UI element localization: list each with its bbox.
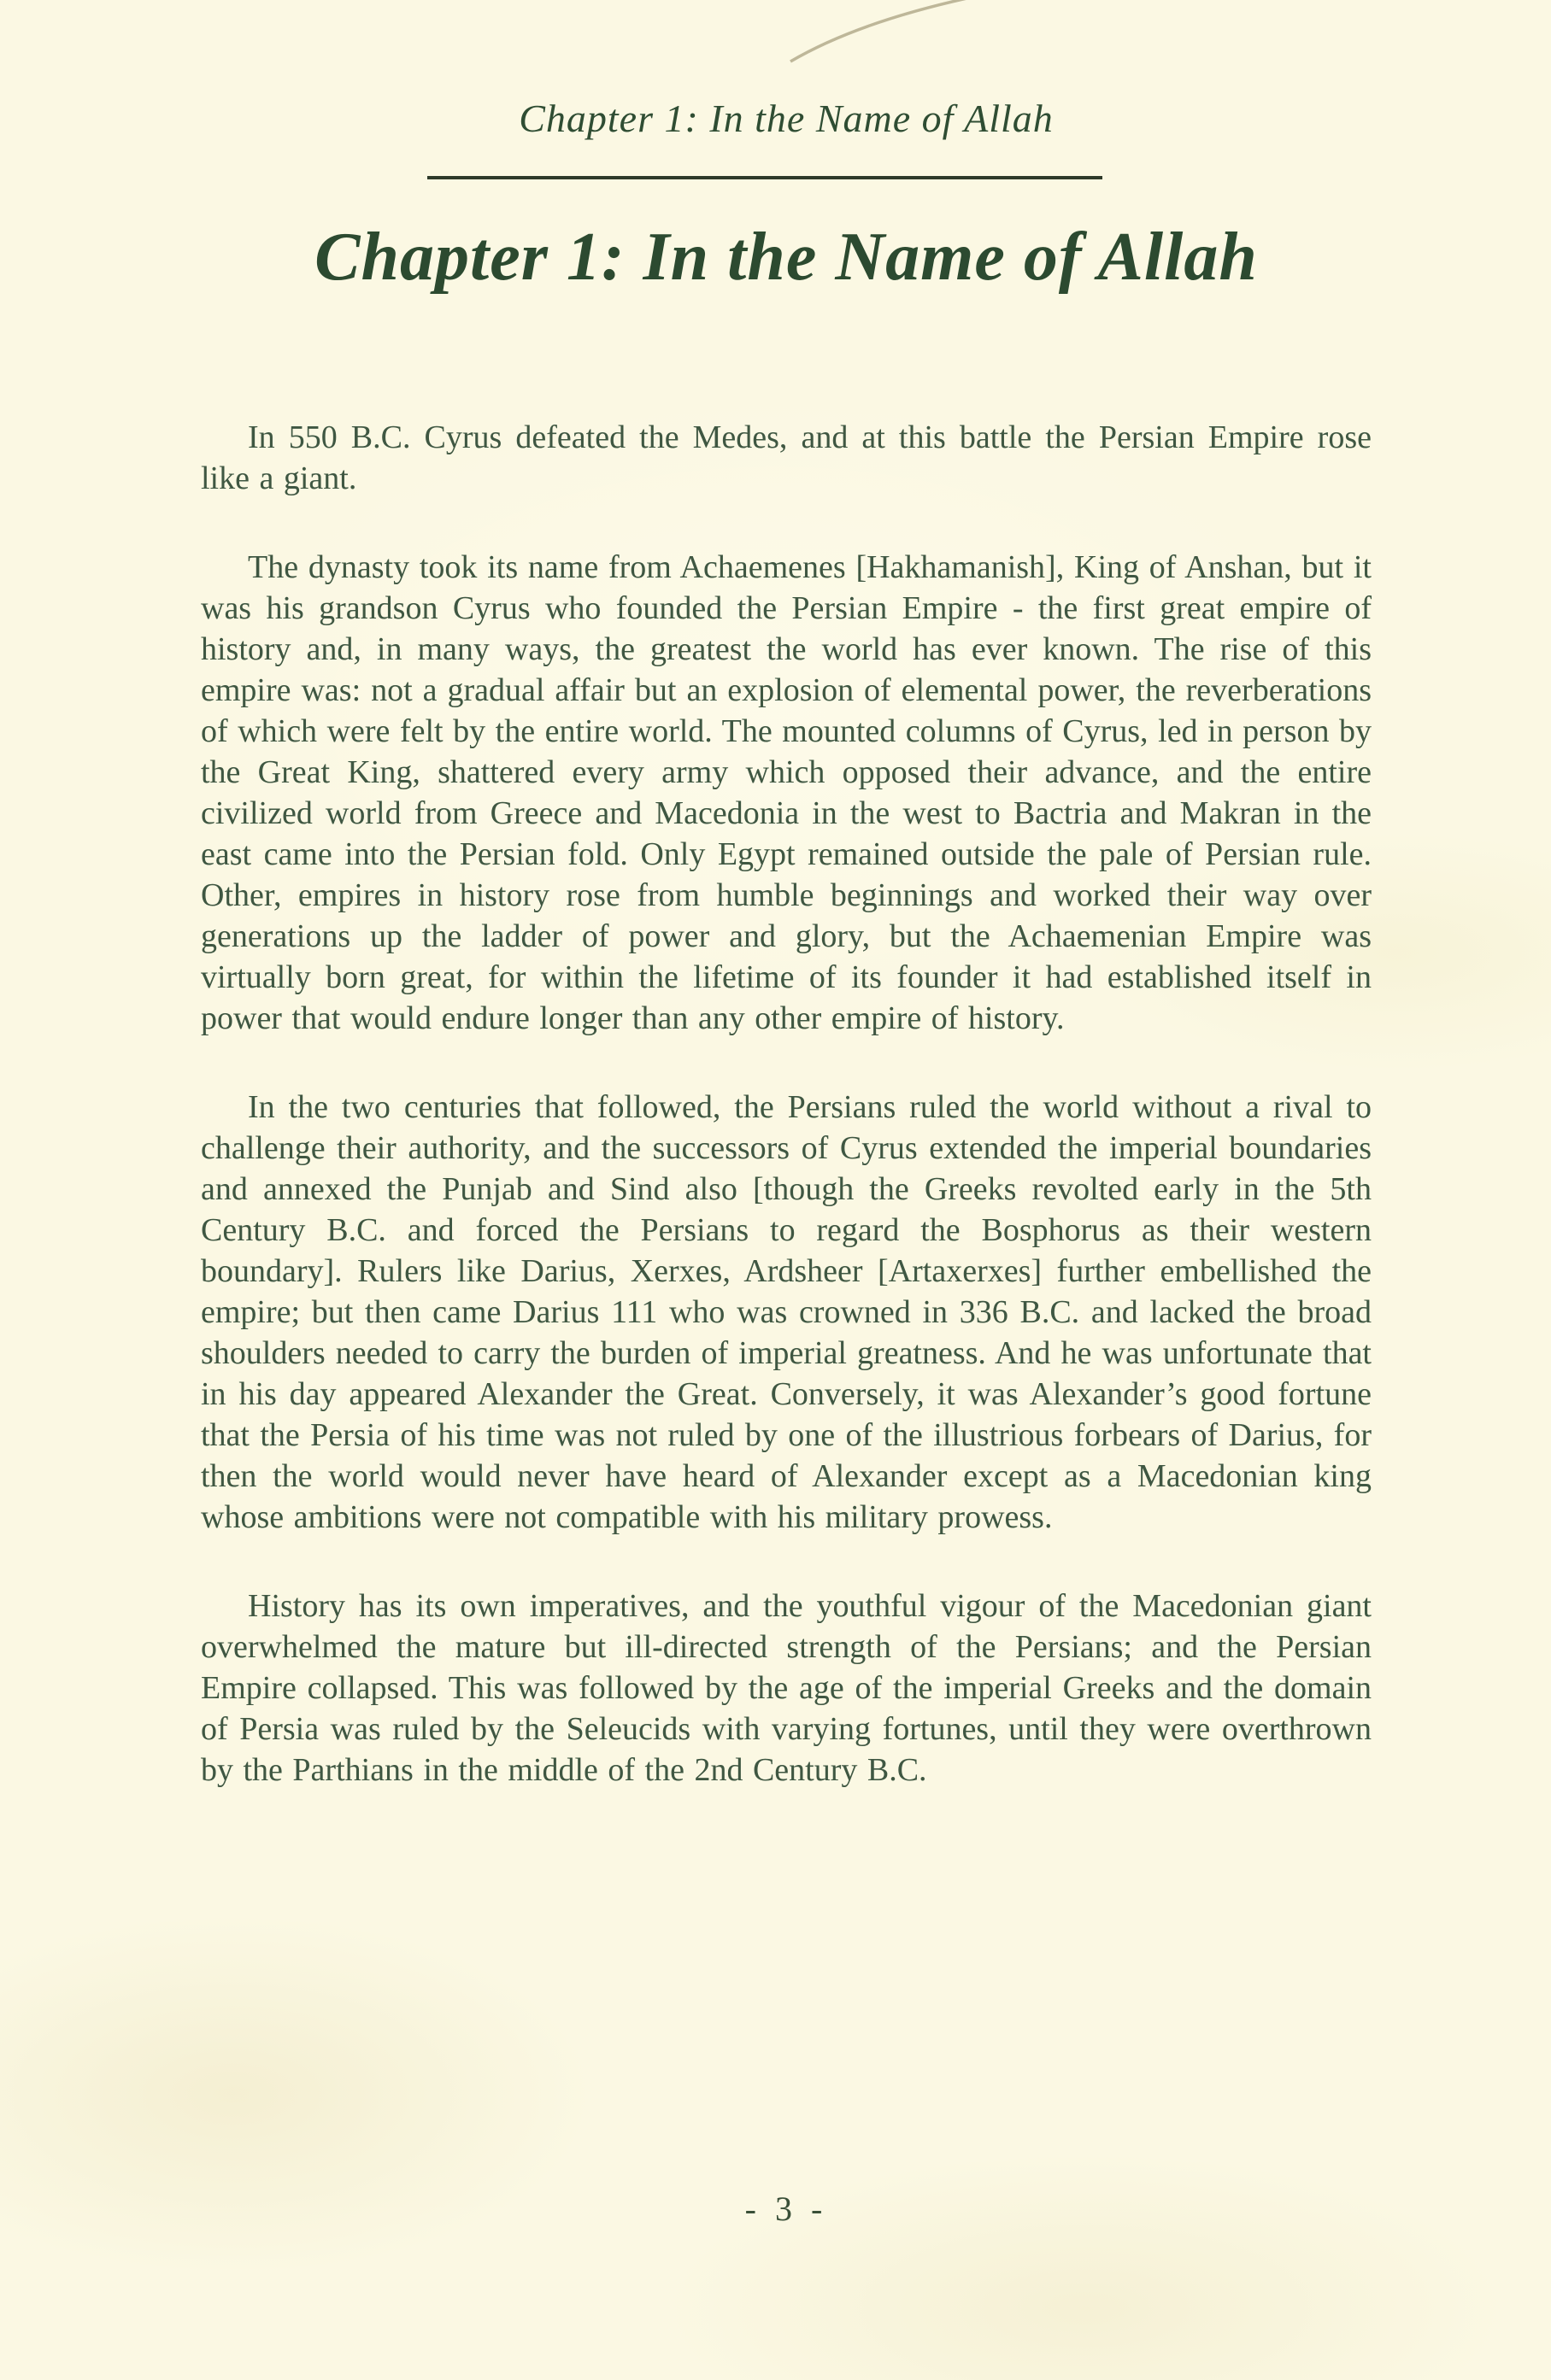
paragraph: In 550 B.C. Cyrus defeated the Medes, and at this battle the Persian Empire rose like a giant. xyxy=(201,419,1372,496)
page-number: - 3 - xyxy=(744,2189,828,2228)
paragraph: The dynasty took its name from Achaemenes [Hakhamanish], King of Anshan, but it was his grandson Cyrus who founded the Persian Empire - the first great empire of history and, in many ways, the greatest the world has ever known. The rise of this empire was: not a gradual affair but an explosion of elemental power, the reverberations of which were felt by the entire world. The mounted columns of Cyrus, led in person by the Great King, shattered every army which opposed their advance, and the entire civilized world from Greece and Macedonia in the west to Bactria and Makran in the east came into the Persian fold. Only Egypt remained outside the pale of Persian rule. Other, empires in history rose from humble beginnings and worked their way over generations up the ladder of power and glory, but the Achaemenian Empire was virtually born great, for within the lifetime of its founder it had established itself in power that would endure longer than any other empire of history. xyxy=(201,549,1372,1036)
header-rule-divider xyxy=(427,176,1102,179)
body-text-block xyxy=(201,417,1372,1838)
scan-crease-line xyxy=(0,0,1551,103)
paragraph: History has its own imperatives, and the youthful vigour of the Macedonian giant overwhelmed the mature but ill-directed strength of the Persians; and the Persian Empire collapsed. This was followed by the age of the imperial Greeks and the domain of Persia was ruled by the Seleucids with varying fortunes, until they were overthrown by the Parthians in the middle of the 2nd Century B.C. xyxy=(201,1588,1372,1788)
running-header: Chapter 1: In the Name of Allah xyxy=(519,97,1054,140)
paragraph: In the two centuries that followed, the Persians ruled the world without a rival to challenge their authority, and the successors of Cyrus extended the imperial boundaries and annexed the Punjab and Sind also [though the Greeks revolted early in the 5th Century B.C. and forced the Persians to regard the Bosphorus as their western boundary]. Rulers like Darius, Xerxes, Ardsheer [Artaxerxes] further embellished the empire; but then came Darius 111 who was crowned in 336 B.C. and lacked the broad shoulders needed to carry the burden of imperial greatness. And he was unfortunate that in his day appeared Alexander the Great. Conversely, it was Alexander’s good fortune that the Persia of his time was not ruled by one of the illustrious forbears of Darius, for then the world would never have heard of Alexander except as a Macedonian king whose ambitions were not compatible with his military prowess. xyxy=(201,1089,1372,1535)
chapter-title: Chapter 1: In the Name of Allah xyxy=(314,220,1258,295)
